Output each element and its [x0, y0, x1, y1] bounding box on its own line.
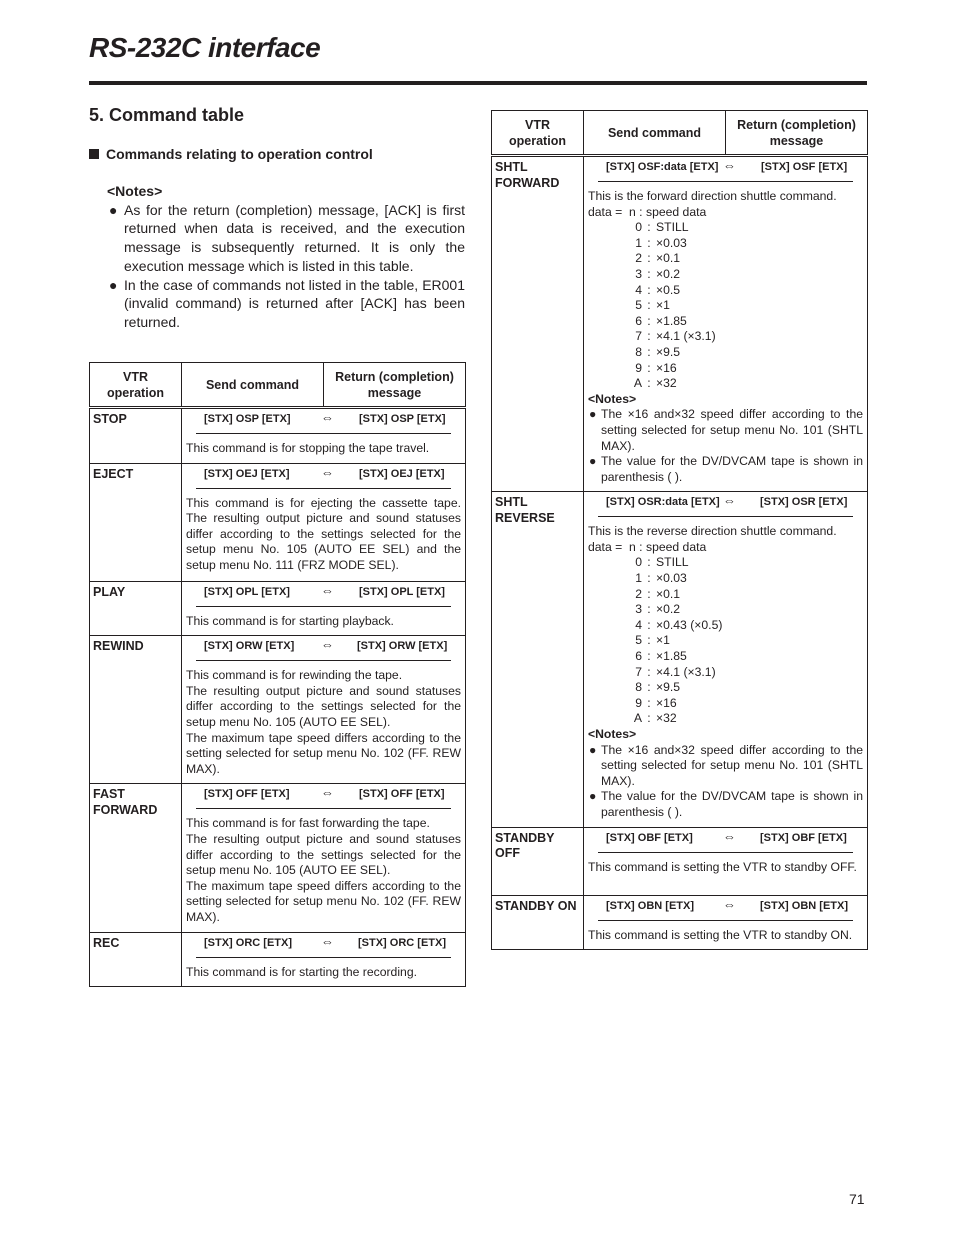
vtr-op-rewind: REWIND — [90, 636, 182, 784]
note-item: ● The ×16 and×32 speed differ according to the setting selected for setup menu No. 101 (SHTL MAX). — [589, 742, 863, 788]
list-item: 1 : ×0.03 — [635, 571, 687, 586]
speed-list — [632, 220, 863, 392]
bullet-icon: ● — [589, 407, 597, 422]
bidirectional-arrow-icon: ⇔ — [723, 828, 736, 844]
header-return-message: Return (completion) message — [335, 369, 454, 400]
list-item: 6 : ×1.85 — [635, 649, 687, 664]
list-item: 3 : ×0.2 — [635, 602, 681, 617]
list-item: 3 : ×0.2 — [635, 266, 681, 281]
bidirectional-arrow-icon: ⇔ — [321, 785, 334, 801]
note-item: ● As for the return (completion) message, [ACK] is first returned when data is received, and the execution message is subsequently returned. It is only the execution message which is listed in this table. — [109, 201, 465, 274]
vtr-op-fast-forward: FAST FORWARD — [90, 784, 182, 932]
table-row: REC [STX] ORC [ETX] ⇔ [STX] ORC [ETX] This command is for starting the recording. — [90, 932, 466, 987]
command-line: [STX] OBF [ETX] ⇔ [STX] OBF [ETX] — [598, 828, 853, 853]
bidirectional-arrow-icon: ⇔ — [723, 896, 736, 912]
list-item: A : ×32 — [633, 376, 677, 391]
bullet-icon: ● — [109, 276, 118, 293]
bullet-icon: ● — [589, 742, 597, 757]
bullet-icon: ● — [109, 201, 118, 218]
command-line: [STX] ORC [ETX] ⇔ [STX] ORC [ETX] — [196, 933, 451, 958]
table-row: STANDBY OFF [STX] OBF [ETX] ⇔ [STX] OBF [ETX] This command is setting the VTR to standby OFF. — [492, 827, 868, 895]
list-item: 0 : STILL — [635, 220, 689, 235]
bidirectional-arrow-icon: ⇔ — [321, 464, 334, 480]
bidirectional-arrow-icon: ⇔ — [723, 493, 736, 509]
list-item: 5 : ×1 — [635, 633, 670, 648]
vtr-op-play: PLAY — [90, 581, 182, 636]
list-item: 5 : ×1 — [635, 298, 670, 313]
note-item: ● The ×16 and×32 speed differ according to the setting selected for setup menu No. 101 (SHTL MAX). — [589, 407, 863, 453]
notes-heading: <Notes> — [107, 183, 163, 199]
command-line: [STX] OSR:data [ETX] ⇔ [STX] OSR [ETX] — [598, 492, 853, 517]
header-send-command: Send command — [182, 363, 324, 406]
bidirectional-arrow-icon: ⇔ — [723, 158, 736, 173]
command-line: [STX] OPL [ETX] ⇔ [STX] OPL [ETX] — [196, 582, 451, 607]
note-item: ● The value for the DV/DVCAM tape is shown in parenthesis ( ). — [589, 454, 863, 484]
notes-heading: <Notes> — [588, 727, 637, 741]
bullet-icon: ● — [589, 789, 597, 804]
subheading — [89, 146, 373, 162]
command-line: [STX] OEJ [ETX] ⇔ [STX] OEJ [ETX] — [196, 464, 451, 489]
table-row: STOP [STX] OSP [ETX] ⇔ [STX] OSP [ETX] This command is for stopping the tape travel. — [90, 408, 466, 464]
table-row: EJECT [STX] OEJ [ETX] ⇔ [STX] OEJ [ETX] This command is for ejecting the cassette tape. The resulting output picture and sound statuses differ according to the settings selected for the setup menu No. 105 (AUTO EE SEL) and the setup menu No. 111 (FRZ MODE SEL). — [90, 463, 466, 581]
header-vtr-operation: VTR operation — [90, 363, 182, 408]
header-rule — [89, 81, 867, 85]
table-row: STANDBY ON [STX] OBN [ETX] ⇔ [STX] OBN [ETX] This command is setting the VTR to standby ON. — [492, 895, 868, 950]
vtr-op-eject: EJECT — [90, 463, 182, 581]
data-definition: data = n : speed data — [588, 539, 707, 554]
list-item: 9 : ×16 — [635, 360, 677, 375]
notes-block — [107, 182, 465, 332]
list-item: 1 : ×0.03 — [635, 235, 687, 250]
command-line: [STX] ORW [ETX] ⇔ [STX] ORW [ETX] — [196, 636, 451, 661]
bidirectional-arrow-icon: ⇔ — [321, 933, 334, 949]
list-item: A : ×32 — [633, 711, 677, 726]
command-line: [STX] OSP [ETX] ⇔ [STX] OSP [ETX] — [196, 409, 451, 434]
square-bullet-icon — [89, 149, 99, 159]
list-item: 7 : ×4.1 (×3.1) — [635, 664, 716, 679]
list-item: 9 : ×16 — [635, 695, 677, 710]
page-header-title: RS-232C interface — [89, 32, 321, 63]
list-item: 2 : ×0.1 — [635, 251, 681, 266]
page-number: 71 — [849, 1191, 865, 1207]
command-line: [STX] OSF:data [ETX] ⇔ [STX] OSF [ETX] — [598, 157, 853, 182]
list-item: 0 : STILL — [635, 555, 689, 570]
notes-heading: <Notes> — [588, 391, 637, 406]
list-item: 7 : ×4.1 (×3.1) — [635, 329, 716, 344]
note-item: ● The value for the DV/DVCAM tape is shown in parenthesis ( ). — [589, 789, 863, 819]
note-item: ● In the case of commands not listed in the table, ER001 (invalid command) is returned after [ACK] has been returned. — [109, 276, 465, 330]
vtr-op-shtl-reverse: SHTL REVERSE — [492, 492, 584, 827]
command-line: [STX] OBN [ETX] ⇔ [STX] OBN [ETX] — [598, 896, 853, 921]
bidirectional-arrow-icon: ⇔ — [321, 637, 334, 653]
command-table-right — [491, 110, 868, 950]
vtr-op-standby-on: STANDBY ON — [492, 895, 584, 950]
vtr-op-stop: STOP — [90, 408, 182, 464]
bullet-icon: ● — [589, 454, 597, 469]
table-row: SHTL FORWARD [STX] OSF:data [ETX] ⇔ [STX] OSF [ETX] This is the forward direction shuttle command. data = n : speed data 0 : STILL 1 : ×0.03 2 : ×0.1 3 : ×0.2 4 : ×0.5 5 : ×1 6 : ×1.85 7 : ×4.1 (×3.1) 8 : ×9.5 9 : ×16 A : ×32 <Notes> ● The ×16 and×32 speed differ according to the setting selected for setup menu No. 101 (SHTL MAX). ● The value for the DV/DVCAM tape is shown in parenthesis ( ). — [492, 156, 868, 492]
table-row: REWIND [STX] ORW [ETX] ⇔ [STX] ORW [ETX] This command is for rewinding the tape. The resulting output picture and sound statuses differ according to the settings selected for the setup menu No. 105 (AUTO EE SEL). The maximum tape speed differs according to the setting selected for setup menu No. 102 (FF. REW MAX). — [90, 636, 466, 784]
command-line: [STX] OFF [ETX] ⇔ [STX] OFF [ETX] — [196, 784, 451, 809]
header-return-message: Return (completion) message — [737, 117, 856, 148]
table-row: SHTL REVERSE [STX] OSR:data [ETX] ⇔ [STX] OSR [ETX] This is the reverse direction shuttle command. data = n : speed data 0 : STILL 1 : ×0.03 2 : ×0.1 3 : ×0.2 4 : ×0.43 (×0.5) 5 : ×1 6 : ×1.85 7 : ×4.1 (×3.1) 8 : ×9.5 9 : ×16 A : ×32 <Notes> ● The ×16 and×32 speed differ according to the setting selected for setup menu No. 101 (SHTL MAX). ● The value for the DV/DVCAM tape is shown in parenthesis ( ). — [492, 492, 868, 827]
table-row: PLAY [STX] OPL [ETX] ⇔ [STX] OPL [ETX] This command is for starting playback. — [90, 581, 466, 636]
list-item: 8 : ×9.5 — [635, 344, 681, 359]
list-item: 2 : ×0.1 — [635, 586, 681, 601]
list-item: 8 : ×9.5 — [635, 680, 681, 695]
speed-list — [632, 555, 863, 727]
vtr-op-shtl-forward: SHTL FORWARD — [492, 156, 584, 492]
command-table-left — [89, 362, 466, 987]
subheading-text: Commands relating to operation control — [106, 146, 373, 162]
header-send-command: Send command — [584, 111, 726, 154]
list-item: 4 : ×0.43 (×0.5) — [635, 617, 723, 632]
vtr-op-standby-off: STANDBY OFF — [492, 827, 584, 895]
list-item: 6 : ×1.85 — [635, 313, 687, 328]
vtr-op-rec: REC — [90, 932, 182, 987]
table-row: FAST FORWARD [STX] OFF [ETX] ⇔ [STX] OFF [ETX] This command is for fast forwarding the tape. The resulting output picture and sound statuses differ according to the settings selected for the setup menu No. 105 (AUTO EE SEL). The maximum tape speed differs according to the setting selected for setup menu No. 102 (FF. REW MAX). — [90, 784, 466, 932]
bidirectional-arrow-icon: ⇔ — [321, 582, 334, 598]
section-title: 5. Command table — [89, 105, 245, 125]
header-vtr-operation: VTR operation — [492, 111, 584, 156]
data-definition: data = n : speed data — [588, 204, 707, 219]
list-item: 4 : ×0.5 — [635, 282, 681, 297]
bidirectional-arrow-icon: ⇔ — [321, 410, 334, 425]
